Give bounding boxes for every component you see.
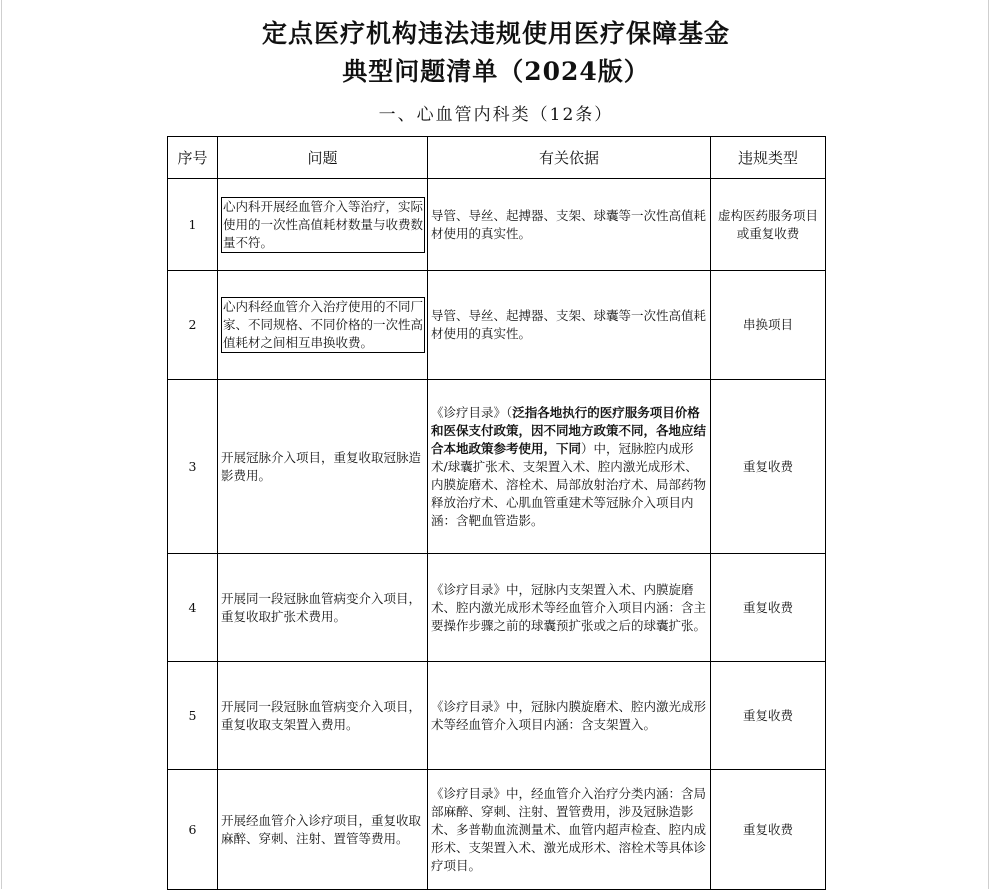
issues-table: [167, 136, 826, 890]
table-row: [168, 179, 826, 271]
row-type: 虚构医药服务项目或重复收费: [711, 179, 826, 271]
basis-prefix: 《诊疗目录》（: [431, 404, 513, 420]
basis-suffix: ）中，冠脉腔内成形术/球囊扩张术、支架置入术、腔内激光成形术、内膜旋磨术、溶栓术、局部放射治疗术、局部药物释放治疗术、心肌血管重建术等冠脉介入项目内涵：含靶血管造影。: [431, 440, 707, 528]
row-basis: 《诊疗目录》中，冠脉内支架置入术、内膜旋磨术、腔内激光成形术等经血管介入项目内涵：含主要操作步骤之前的球囊预扩张或之后的球囊扩张。: [428, 554, 711, 662]
row-type: 重复收费: [711, 380, 826, 554]
row-basis: [428, 380, 711, 554]
table-row: [168, 554, 826, 662]
row-index: 4: [168, 554, 218, 662]
document-title-line2: 典型问题清单（2024版）: [342, 57, 650, 86]
row-type: 串换项目: [711, 271, 826, 380]
table-row: [168, 271, 826, 380]
row-issue-text: 心内科经血管介入治疗使用的不同厂家、不同规格、不同价格的一次性高值耗材之间相互串换收费。: [221, 297, 425, 353]
header-issue: 问题: [218, 137, 428, 179]
header-basis: 有关依据: [428, 137, 711, 179]
row-issue: 开展冠脉介入项目，重复收取冠脉造影费用。: [218, 380, 428, 554]
row-type: 重复收费: [711, 554, 826, 662]
table-row: [168, 380, 826, 554]
table-row: [168, 662, 826, 770]
row-type: 重复收费: [711, 662, 826, 770]
row-index: 1: [168, 179, 218, 271]
basis-bold-note: 泛指各地执行的医疗服务项目价格和医保支付政策，因不同地方政策不同，各地应结合本地政策参考使用，下同: [431, 404, 707, 456]
row-basis: 《诊疗目录》中，经血管介入治疗分类内涵：含局部麻醉、穿刺、注射、置管费用，涉及冠脉造影术、多普勒血流测量术、血管内超声检查、腔内成形术、支架置入术、激光成形术、溶栓术等具体诊疗项目。: [428, 770, 711, 890]
row-issue: 开展同一段冠脉血管病变介入项目，重复收取扩张术费用。: [218, 554, 428, 662]
header-type: 违规类型: [711, 137, 826, 179]
row-index: 5: [168, 662, 218, 770]
row-index: 2: [168, 271, 218, 380]
table-header-row: [168, 137, 826, 179]
row-index: 3: [168, 380, 218, 554]
row-basis: 导管、导丝、起搏器、支架、球囊等一次性高值耗材使用的真实性。: [428, 271, 711, 380]
header-index: 序号: [168, 137, 218, 179]
row-basis: 《诊疗目录》中，冠脉内膜旋磨术、腔内激光成形术等经血管介入项目内涵：含支架置入。: [428, 662, 711, 770]
section-title: 一、心血管内科类（12条）: [378, 105, 614, 125]
document-title-line1: 定点医疗机构违法违规使用医疗保障基金: [261, 19, 730, 48]
row-issue: 开展同一段冠脉血管病变介入项目，重复收取支架置入费用。: [218, 662, 428, 770]
row-type: 重复收费: [711, 770, 826, 890]
row-issue: [218, 271, 428, 380]
row-issue-text: 心内科开展经血管介入等治疗，实际使用的一次性高值耗材数量与收费数量不符。: [221, 197, 425, 253]
row-index: 6: [168, 770, 218, 890]
table-row: [168, 770, 826, 890]
row-issue: 开展经血管介入诊疗项目，重复收取麻醉、穿刺、注射、置管等费用。: [218, 770, 428, 890]
row-basis: 导管、导丝、起搏器、支架、球囊等一次性高值耗材使用的真实性。: [428, 179, 711, 271]
row-issue: [218, 179, 428, 271]
